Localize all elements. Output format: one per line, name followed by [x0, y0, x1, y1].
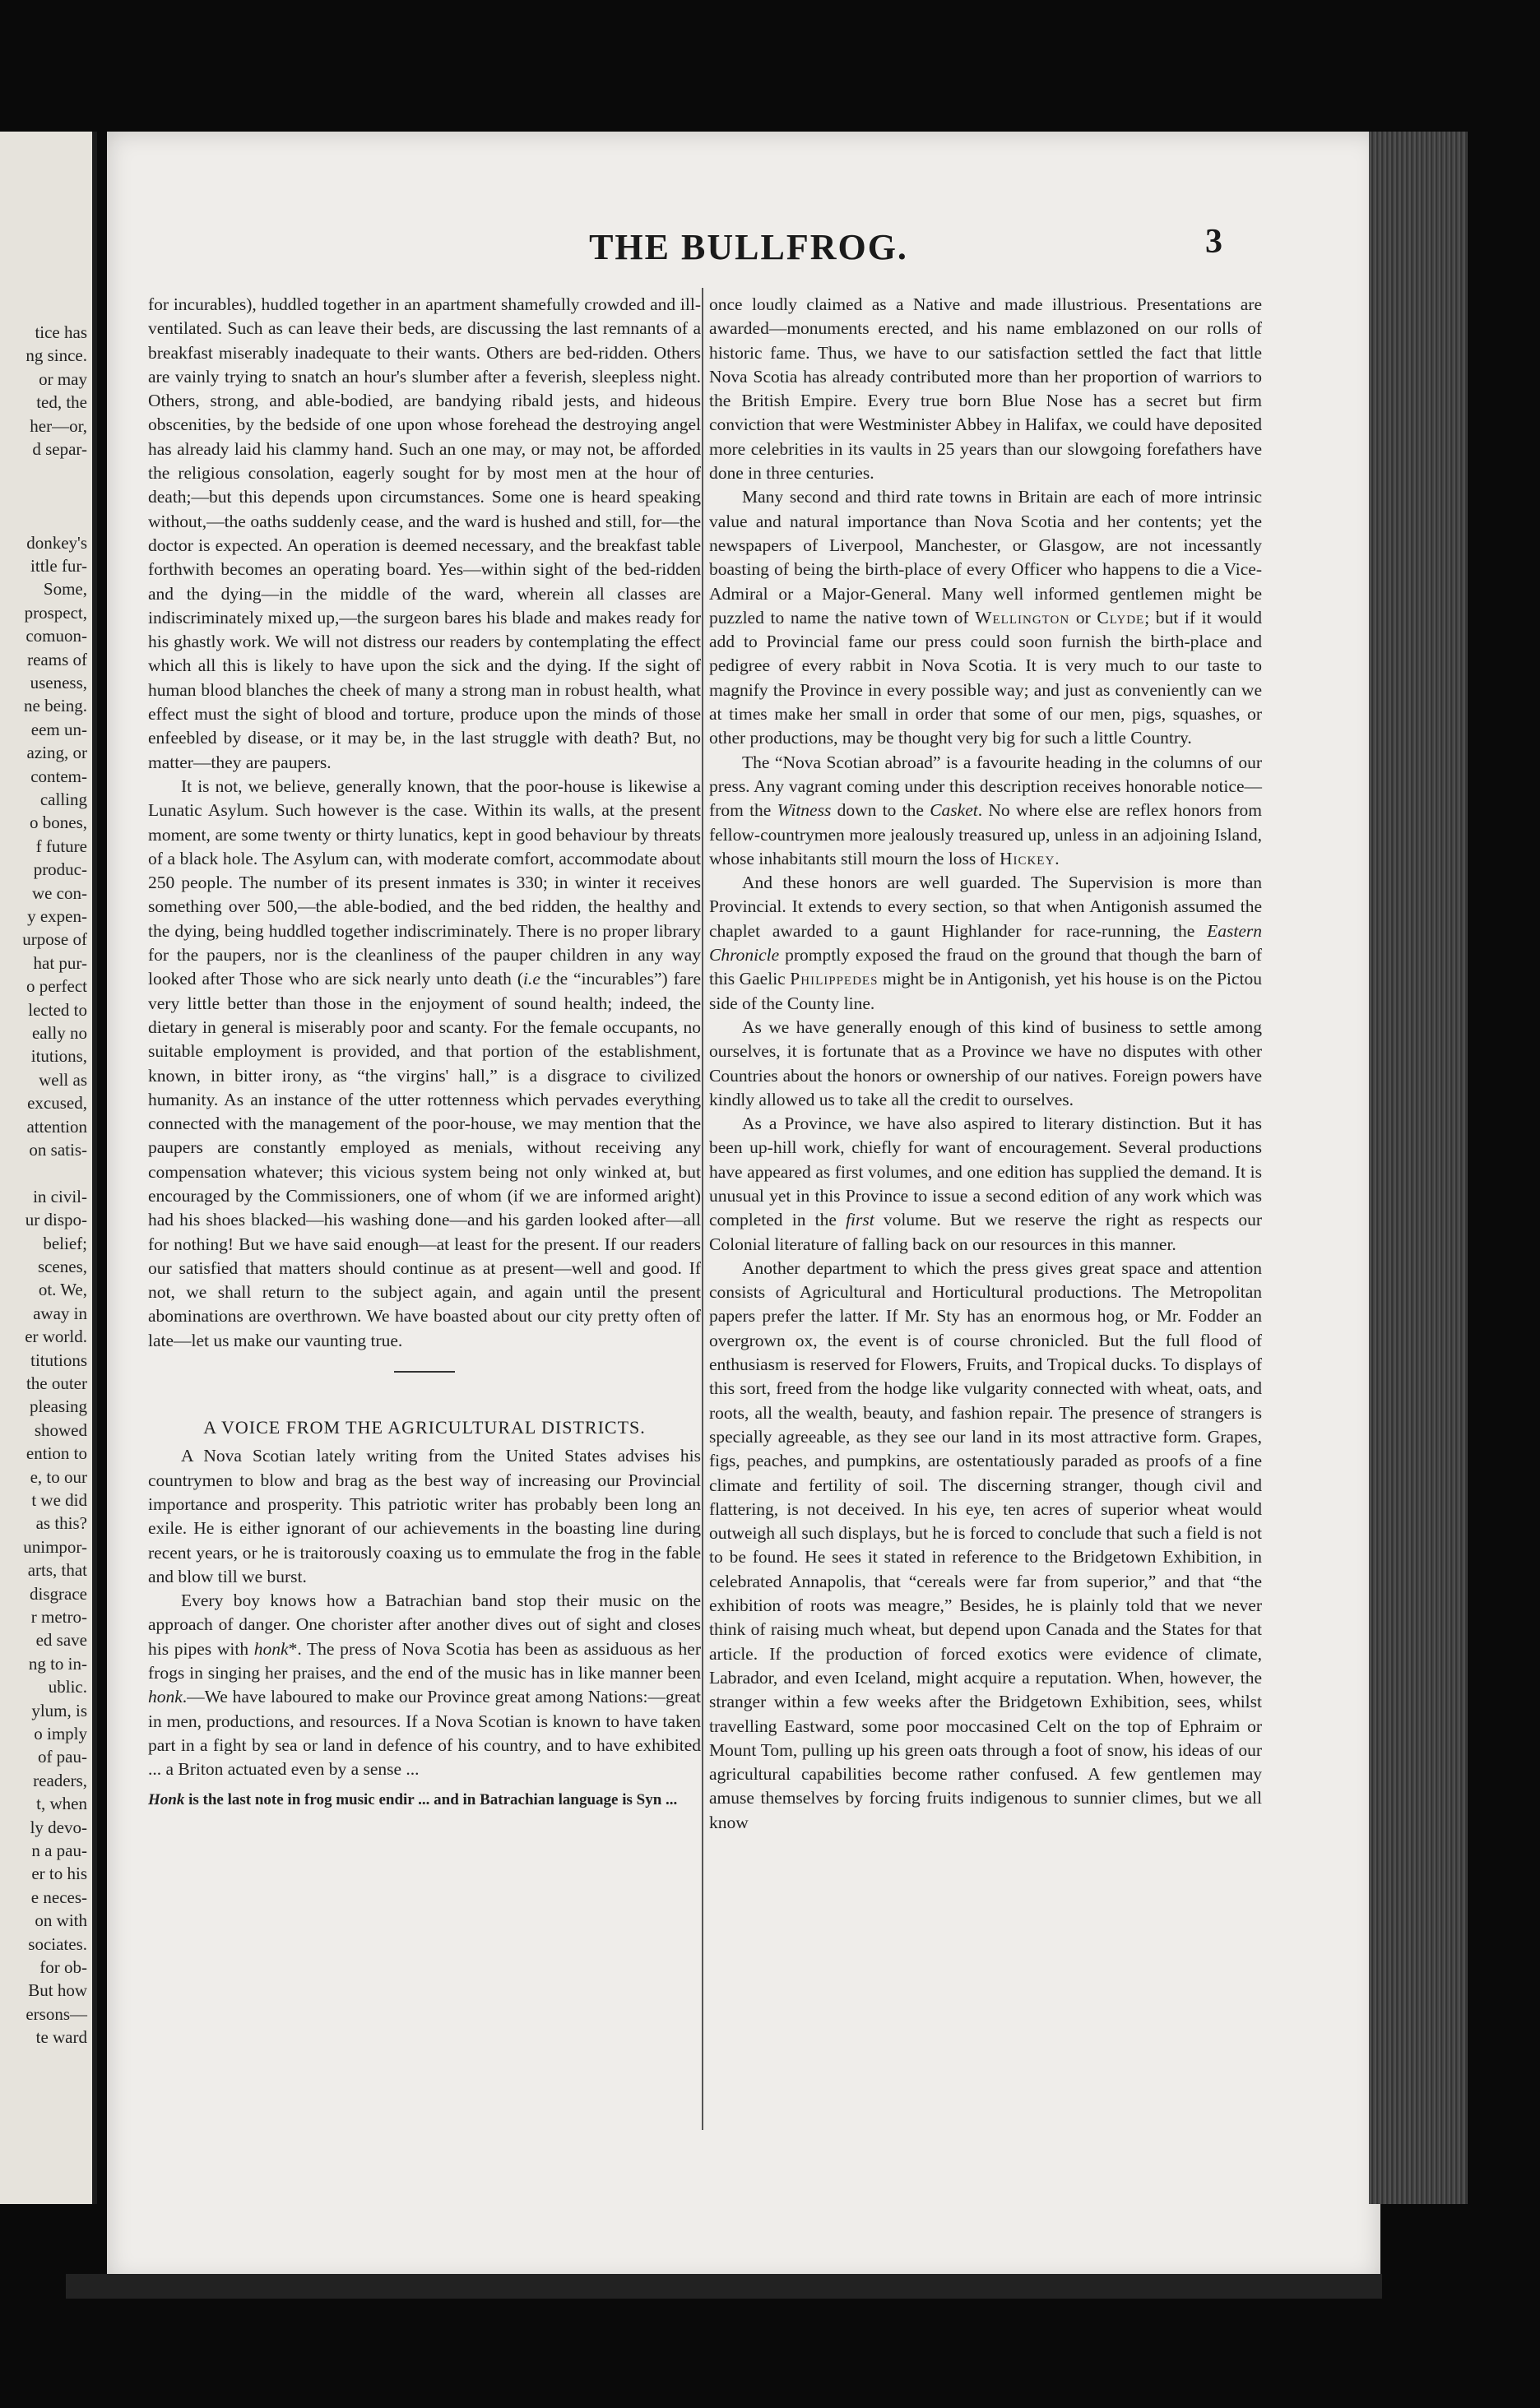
- facing-page-line: hat pur-: [33, 952, 87, 973]
- column-left: [148, 293, 701, 1810]
- facing-page-line: comuon-: [26, 626, 87, 646]
- paragraph: Another department to which the press gives great space and attention consists of Agricultural and Horticultural productions. The Metropolitan papers prefer the latter. If Mr. Sty has an enormous hog, or Mr. Fodder an overgrown ox, the event is of course chronicled. But the full flood of enthusiasm is reserved for Flowers, Fruits, and Tropical ducks. To displays of this sort, freed from the hodge like vulgarity connected with wheat, oats, and roots, all the wealth, beauty, and fashion repair. The presence of strangers is specially agreeable, as they see our land in its most attractive form. Grapes, figs, peaches, and pumpkins, are ostentatiously paraded as proofs of a fine climate and fertility of soil. The discerning stranger, though civil and flattering, is not deceived. In his eye, ten acres of superior wheat would outweigh all such displays, but he is forced to conclude that such a field is not to be found. He sees it stated in reference to the Bridgetown Exhibition, in celebrated Annapolis, that “cereals were far from superior,” and that “the exhibition of roots was meagre,” Besides, he is plainly told that we never think of raising much wheat, but depend upon Canada and the States for that article. If the production of forced exotics were evidence of climate, Labrador, and even Iceland, might acquire a reputation. When, however, the stranger within a few weeks after the Bridgetown Exhibition, sees, whilst travelling Eastward, some poor moccasined Celt on the top of Ephraim or Mount Tom, pulling up his green oats through a foot of snow, his ideas of our agricultural capabilities become rather confused. A few gentlemen may amuse themselves by forcing fruits indigenous to sunnier climes, but we all know: [709, 1257, 1262, 1832]
- facing-page-line: ne being.: [24, 696, 87, 716]
- facing-page-line: er to his: [31, 1864, 87, 1884]
- paragraph: As a Province, we have also aspired to literary distinction. But it has been up-hill work, chiefly for want of encouragement. Several productions have appeared as first volumes, and one edition has supplied the demand. It is unusual yet in this Province to issue a second edition of any work which was completed in the first volume. But we reserve the right as respects our Colonial literature of falling back on our resources in this manner.: [709, 1114, 1263, 1254]
- facing-page-line: ention to: [26, 1443, 87, 1464]
- facing-page-line: te ward: [35, 2027, 87, 2048]
- facing-page-line: itutions,: [30, 1046, 87, 1067]
- facing-page-line: titutions: [30, 1350, 87, 1370]
- facing-page-line: in civil-: [33, 1186, 87, 1206]
- facing-page-line: arts, that: [27, 1560, 87, 1581]
- section-separator: [394, 1371, 455, 1373]
- facing-page-line: ersons—: [26, 2003, 87, 2024]
- facing-page-line: readers,: [33, 1770, 87, 1790]
- facing-page-line: o imply: [34, 1724, 87, 1743]
- facing-page-line: t, when: [36, 1794, 87, 1814]
- facing-page-fragment: [0, 132, 97, 2204]
- facing-page-line: o perfect: [26, 976, 87, 997]
- facing-page-line: eally no: [31, 1023, 87, 1043]
- facing-page-line: the outer: [26, 1373, 87, 1393]
- column-right: [709, 293, 1262, 1835]
- facing-page-line: eem un-: [30, 719, 87, 739]
- paragraph: Every boy knows how a Batrachian band stop their music on the approach of danger. One chorister after another dives out of sight and closes his pipes with honk*. The press of Nova Scotia has been as assiduous as her frogs in singing her praises, and the end of the music has in like manner been honk.—We have laboured to make our Province great among Nations:—great in men, productions, and resources. If a Nova Scotian is known to have taken part in a fight by sea or land in defence of his country, and to have exhibited ... a Briton actuated even by a sense ...: [148, 1591, 701, 1780]
- paragraph: It is not, we believe, generally known, that the poor-house is likewise a Lunatic Asylum. Such however is the case. Within its walls, at the present moment, are some twenty or thirty lunatics, kept in good behaviour by threats of a black hole. The Asylum can, with moderate comfort, accommodate about 250 people. The number of its present inmates is 330; in winter it receives something over 500,—the able-bodied, and the bed ridden, the healthy and the dying, being huddled together indiscriminately. There is no proper library for the paupers, nor is the cleanliness of the pauper children in any way looked after Those who are sick nearly unto death (i.e the “incurables”) fare very little better than those in the enjoyment of sound health; indeed, the dietary in general is miserably poor and scanty. For the female occupants, no suitable employment is provided, and that portion of the establishment, known, in bitter irony, as “the virgins' hall,” is a disgrace to civilized humanity. As an instance of the utter rottenness which pervades everything connected with the management of the poor-house, we may mention that the paupers are constantly employed as menials, without receiving any compensation whatever; this vicious system being not only winked at, but encouraged by the Commissioners, one of whom (if we are informed aright) had his shoes blacked—his washing done—and his garden looked after—all for nothing! But we have said enough—at least for the present. If our readers our satisfied that matters should continue as at present—well and good. If not, we shall return to the subject again, and again until the present abominations are overthrown. We have boasted about our city pretty often of late—let us make our vaunting true.: [148, 776, 701, 1350]
- facing-page-line: o bones,: [30, 813, 87, 833]
- facing-page-line: on with: [35, 1910, 87, 1931]
- facing-page-line: useness,: [30, 673, 87, 692]
- article-heading: A VOICE FROM THE AGRICULTURAL DISTRICTS.: [203, 1417, 646, 1438]
- facing-page-line: ublic.: [48, 1677, 87, 1697]
- facing-page-line: of pau-: [37, 1747, 87, 1767]
- paragraph: Many second and third rate towns in Britain are each of more intrinsic value and natural importance than Nova Scotia and her contents; yet the newspapers of Liverpool, Manchester, or Glasgow, are not incessantly boasting of being the birth-place of every Officer who happens to die a Vice-Admiral or a Major-General. Many well informed gentlemen might be puzzled to name the native town of Wellington or Clyde; but if it would add to Provincial fame our press could soon furnish the birth-place and pedigree of every rabbit in Nova Scotia. It is very much to our taste to magnify the Province in every possible way; and just as conveniently can we at times make her small in order that some of our men, pigs, squashes, or other productions, may be thought very big for such a little Country.: [709, 487, 1263, 748]
- page-bottom-shadow: [66, 2274, 1382, 2299]
- facing-page-line: f future: [35, 836, 87, 856]
- paragraph: The “Nova Scotian abroad” is a favourite heading in the columns of our press. Any vagrant coming under this description receives honorable notice—from the Witness down to the Casket. No where else are reflex honors from fellow-countrymen more jealously treasured up, unless in an adjoining Island, whose inhabitants still mourn the loss of Hickey.: [709, 752, 1262, 868]
- facing-page-line: produc-: [33, 859, 87, 880]
- facing-page-line: belief;: [43, 1233, 87, 1253]
- facing-page-line: scenes,: [37, 1257, 87, 1276]
- facing-page-line: ng to in-: [28, 1653, 87, 1674]
- facing-page-line: e, to our: [30, 1466, 87, 1487]
- facing-page-line: her—or,: [30, 415, 87, 436]
- facing-page-line: we con-: [31, 882, 87, 903]
- facing-page-line: ur dispo-: [25, 1210, 87, 1230]
- facing-page-line: disgrace: [30, 1583, 87, 1604]
- facing-page-line: tice has: [35, 322, 87, 342]
- paragraph: once loudly claimed as a Native and made illustrious. Presentations are awarded—monuments erected, and his name emblazoned on our rolls of historic fame. Thus, we have to our satisfaction settled the fact that little Nova Scotia has already contributed more than her proportion of warriors to the British Empire. Every true born Blue Nose has a secret but firm conviction that were Westminister Abbey in Halifax, we could have deposited more celebrities in its vaults in 25 years than our slowgoing forefathers have done in three centuries.: [709, 294, 1262, 484]
- facing-page-line: pleasing: [30, 1396, 87, 1417]
- facing-page-line: y expen-: [27, 906, 87, 926]
- facing-page-line: Some,: [43, 579, 87, 600]
- facing-page-line: r metro-: [30, 1607, 87, 1627]
- masthead-title: THE BULLFROG.: [589, 227, 908, 267]
- facing-page-line: calling: [39, 790, 87, 809]
- facing-page-line: reams of: [27, 649, 87, 669]
- facing-page-line: lected to: [28, 999, 87, 1020]
- facing-page-line: ylum, is: [31, 1700, 87, 1720]
- facing-page-line: ng since.: [26, 345, 87, 366]
- facing-page-line: for ob-: [39, 1957, 87, 1977]
- facing-page-line: ted, the: [36, 392, 87, 413]
- page-number: 3: [1205, 223, 1222, 261]
- facing-page-line: unimpor-: [23, 1536, 87, 1557]
- facing-page-line: well as: [39, 1069, 87, 1090]
- facing-page-line: sociates.: [28, 1933, 87, 1954]
- paragraph: A Nova Scotian lately writing from the United States advises his countrymen to blow and brag as the best way of increasing our Provincial importance and prosperity. This patriotic writer has probably been long an exile. He is either ignorant of our achievements in the boasting line during recent years, or he is traitorously coaxing us to emmulate the frog in the fable and blow till we burst.: [148, 1446, 701, 1586]
- facing-page-line: away in: [33, 1303, 87, 1323]
- page-stack-edge: [1369, 132, 1468, 2204]
- facing-page-line: as this?: [35, 1513, 87, 1534]
- paragraph: for incurables), huddled together in an apartment shamefully crowded and ill-ventilated. Such as can leave their beds, are discussing the last remnants of a breakfast miserably inadequate to their wants. Others are bed-ridden. Others are vainly trying to snatch an hour's slumber after a feverish, sleepless night. Others, strong, and able-bodied, are bandying ribald jests, and hideous obscenities, by the bedside of one upon whose forehead the destroying angel has already laid his clammy hand. Such an one may, or may not, be afforded the religious consolation, eagerly sought for by most men at the hour of death;—but this depends upon circumstances. Some one is heard speaking without,—the oaths suddenly cease, and the ward is hushed and still, for—the doctor is expected. An operation is deemed necessary, and the breakfast table forthwith becomes an operating board. Yes—within sight of the bed-ridden and the dying—in the middle of the ward, wherein all classes are indiscriminately mixed up,—the surgeon bares his blade and makes ready for his ghastly work. We will not distress our readers by contemplating the effect which all this is likely to have upon the sick and the dying. If the sight of human blood blanches the cheek of many a strong man in robust health, what effect must the sight of blood and torture, produce upon the minds of those enfeebled by disease, or it may be, in the last struggle with death? But, no matter—they are paupers.: [148, 294, 701, 772]
- facing-page-line: showed: [34, 1419, 87, 1440]
- facing-page-line: d separ-: [32, 439, 87, 459]
- facing-page-line: n a pau-: [31, 1841, 87, 1860]
- facing-page-line: But how: [28, 1980, 87, 2001]
- facing-page-line: donkey's: [26, 532, 87, 553]
- facing-page-line: urpose of: [22, 929, 87, 950]
- facing-page-line: azing, or: [26, 743, 87, 763]
- facing-page-line: on satis-: [29, 1140, 87, 1160]
- footnote: Honk is the last note in frog music endir ... and in Batrachian language is Syn ...: [148, 1790, 678, 1808]
- facing-page-line: ly devo-: [30, 1817, 87, 1837]
- facing-page-line: contem-: [30, 766, 87, 786]
- facing-page-line: t we did: [31, 1490, 87, 1510]
- facing-page-line: attention: [26, 1116, 87, 1137]
- facing-page-line: prospect,: [24, 602, 87, 623]
- facing-page-line: or may: [39, 368, 87, 389]
- paragraph: And these honors are well guarded. The Supervision is more than Provincial. It extends to every section, so that when Antigonish assumed the chaplet awarded to a gaunt Highlander for race-running, the Eastern Chronicle promptly exposed the fraud on the ground that though the barn of this Gaelic Philippedes might be in Antigonish, yet his house is on the Pictou side of the County line.: [709, 873, 1262, 1013]
- facing-page-line: ittle fur-: [30, 556, 87, 576]
- facing-page-line: e neces-: [30, 1887, 87, 1907]
- facing-page-line: er world.: [25, 1327, 87, 1347]
- facing-page-line: excused,: [27, 1093, 87, 1114]
- facing-page-line: ed save: [35, 1630, 87, 1651]
- column-rule: [702, 288, 703, 2130]
- facing-page-line: ot. We,: [38, 1280, 87, 1300]
- paragraph: As we have generally enough of this kind of business to settle among ourselves, it is fortunate that as a Province we have no disputes with other Countries about the honors or ownership of our natives. Foreign powers have kindly allowed us to take all the credit to ourselves.: [709, 1016, 1262, 1109]
